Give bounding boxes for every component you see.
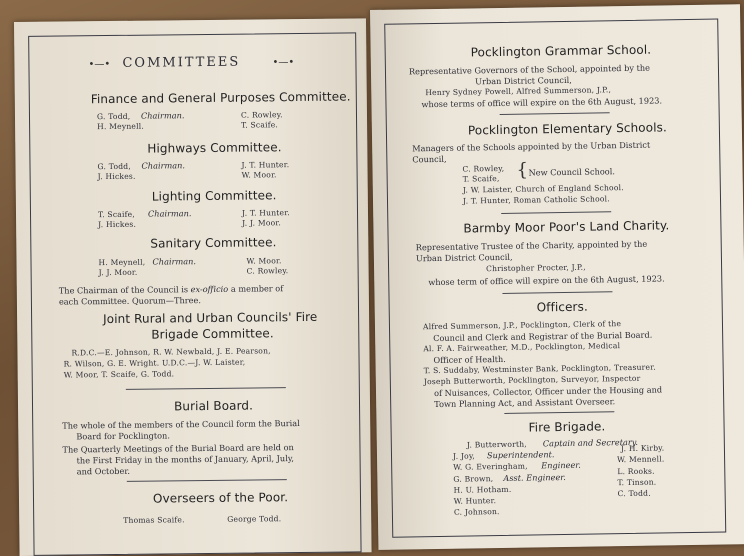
officers-text: Council and Clerk and Registrar of the Burial Board. xyxy=(433,329,653,344)
burial-board-text: Board for Pocklington. xyxy=(76,430,170,442)
fire-brigade-member: G. Brown, xyxy=(453,474,494,484)
elementary-manager: C. Rowley, xyxy=(462,163,505,174)
finance-member: T. Scaife. xyxy=(241,120,279,130)
fire-brigade-member: J. Joy, xyxy=(452,451,476,461)
finance-member: G. Todd, xyxy=(96,111,131,122)
burial-board-text: and October. xyxy=(76,465,130,477)
ex-officio-text xyxy=(59,284,284,295)
quorum-text: each Committee. Quorum—Three. xyxy=(58,295,201,307)
finance-chair-label: Chairman. xyxy=(140,110,185,121)
elementary-manager: T. Scaife, xyxy=(462,173,500,184)
sanitary-member: H. Meynell, xyxy=(98,257,146,268)
officers-text: Joseph Butterworth, Pocklington, Surveyor, Inspector xyxy=(423,373,641,387)
overseer-member: Thomas Scaife. xyxy=(123,515,185,525)
elementary-schools-text: Council, xyxy=(412,153,447,165)
lighting-member: J. Hickes. xyxy=(98,219,137,230)
joint-committee-members: R.D.C.—E. Johnson, R. W. Newbald, J. E. Pearson, xyxy=(71,346,271,358)
brace-symbol: { xyxy=(516,159,529,181)
barmby-trustee: Christopher Procter, J.P., xyxy=(486,262,586,274)
burial-board-text: The whole of the members of the Council form the Burial xyxy=(62,418,300,431)
fire-brigade-member: C. Johnson. xyxy=(453,507,500,517)
joint-committee-title-line2: Brigade Committee. xyxy=(151,326,274,342)
fire-brigade-role: Captain and Secretary. xyxy=(542,436,638,449)
officers-text: Al. F. A. Fairweather, M.D., Pocklington, Medical xyxy=(423,341,621,354)
joint-committee-members: R. Wilson, G. E. Wright. U.D.C.—J. W. Laister, xyxy=(63,357,246,369)
highways-member: J. T. Hunter. xyxy=(241,160,290,170)
lighting-chair-label: Chairman. xyxy=(147,208,192,219)
barmby-charity-text: Representative Trustee of the Charity, appointed by the xyxy=(415,238,648,253)
highways-member: G. Todd, xyxy=(97,161,131,172)
ex-officio-italic: ex-officio xyxy=(190,283,229,295)
sanitary-committee-title: Sanitary Committee. xyxy=(150,235,277,251)
fire-brigade-member: W. Hunter. xyxy=(453,496,497,506)
fire-brigade-member: T. Tinson. xyxy=(617,477,657,488)
fire-brigade-title: Fire Brigade. xyxy=(528,419,606,435)
grammar-school-governors: Henry Sydney Powell, Alfred Summerson, J.P., xyxy=(425,85,612,98)
officers-text: Alfred Summerson, J.P., Pocklington, Clerk of the xyxy=(422,319,622,332)
finance-member: C. Rowley. xyxy=(240,110,283,120)
fire-brigade-member: W. G. Everingham, xyxy=(453,461,528,472)
lighting-member: J. T. Hunter. xyxy=(241,208,290,218)
officers-text: of Nuisances, Collector, Officer under the Housing and xyxy=(433,384,663,399)
joint-committee-members: W. Moor, T. Scaife, G. Todd. xyxy=(63,369,175,380)
highways-member: J. Hickes. xyxy=(97,171,136,182)
sanitary-chair-label: Chairman. xyxy=(152,256,197,267)
fire-brigade-role: Superintendent. xyxy=(486,449,555,461)
elementary-manager: J. T. Hunter, Roman Catholic School. xyxy=(462,194,610,206)
elementary-schools-title: Pocklington Elementary Schools. xyxy=(467,120,667,138)
overseer-member: George Todd. xyxy=(227,514,282,524)
committees-heading: COMMITTEES xyxy=(122,54,241,71)
grammar-school-text: whose terms of office will expire on the 6th August, 1923. xyxy=(421,95,663,110)
barmby-charity-title: Barmby Moor Poor's Land Charity. xyxy=(463,218,670,236)
highways-committee-title: Highways Committee. xyxy=(147,140,282,156)
fire-brigade-member: L. Rooks. xyxy=(617,466,655,477)
officers-text: Officer of Health. xyxy=(433,353,506,366)
sanitary-member: W. Moor. xyxy=(246,256,282,266)
left-page xyxy=(14,18,372,556)
fire-brigade-member: H. U. Hotham. xyxy=(453,484,512,495)
ex-officio-text-a: The Chairman of the Council is xyxy=(58,284,189,296)
officers-title: Officers. xyxy=(536,299,588,315)
grammar-school-title: Pocklington Grammar School. xyxy=(470,42,652,60)
lighting-member: J. J. Moor. xyxy=(242,218,282,228)
officers-text: Town Planning Act, and Assistant Overseer. xyxy=(434,396,616,410)
heading-ornament-left: •—• xyxy=(88,58,111,71)
sanitary-member: J. J. Moor. xyxy=(98,267,138,278)
fire-brigade-role: Engineer. xyxy=(541,459,581,471)
right-page xyxy=(370,4,744,550)
fire-brigade-role: Asst. Engineer. xyxy=(503,471,566,483)
burial-board-text: the First Friday in the months of January, April, July, xyxy=(76,453,294,466)
barmby-charity-text: Urban District Council, xyxy=(415,251,513,264)
highways-chair-label: Chairman. xyxy=(141,160,186,171)
barmby-charity-text: whose term of office will expire on the 6th August, 1923. xyxy=(428,273,665,288)
lighting-member: T. Scaife, xyxy=(97,209,135,220)
joint-committee-title-line1: Joint Rural and Urban Councils' Fire xyxy=(103,309,318,327)
heading-ornament-right: •—• xyxy=(272,57,295,69)
fire-brigade-member: J. Butterworth, xyxy=(466,439,527,450)
finance-member: H. Meynell. xyxy=(97,121,145,132)
lighting-committee-title: Lighting Committee. xyxy=(151,188,277,204)
highways-member: W. Moor. xyxy=(241,170,277,180)
elementary-schools-text: Managers of the Schools appointed by the Urban District xyxy=(412,139,651,154)
officers-text: T. S. Suddaby, Westminster Bank, Pocklington, Treasurer. xyxy=(423,362,656,376)
burial-board-text: The Quarterly Meetings of the Burial Board are held on xyxy=(62,442,294,455)
sanitary-member: C. Rowley. xyxy=(246,266,289,276)
overseers-title: Overseers of the Poor. xyxy=(152,490,289,506)
grammar-school-text: Representative Governors of the School, appointed by the xyxy=(408,62,651,77)
fire-brigade-member: J. H. Kirby. xyxy=(620,443,665,454)
elementary-school-name: New Council School. xyxy=(528,166,615,178)
finance-committee-title: Finance and General Purposes Committee. xyxy=(90,89,351,107)
grammar-school-text: Urban District Council, xyxy=(475,74,572,87)
ex-officio-text-c: a member of xyxy=(230,283,284,294)
elementary-manager: J. W. Laister, Church of England School. xyxy=(462,183,624,195)
fire-brigade-member: C. Todd. xyxy=(617,488,651,499)
burial-board-title: Burial Board. xyxy=(173,398,254,414)
fire-brigade-member: W. Mennell. xyxy=(617,454,665,465)
